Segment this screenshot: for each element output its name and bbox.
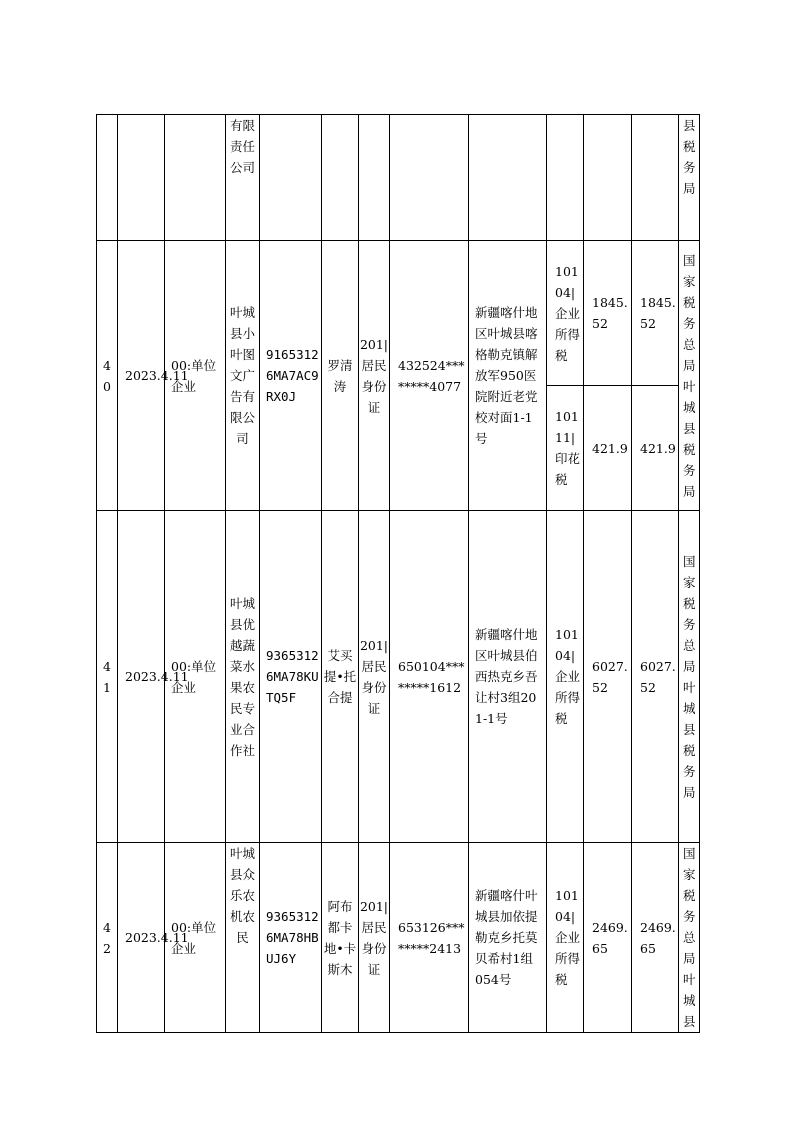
row-credit-code: 91653126MA7AC9RX0J (260, 241, 322, 511)
row-date: 2023.4.11 (118, 241, 165, 511)
row-tax-item: 10104|企业所得税 (547, 241, 584, 386)
row-legal-person: 阿布都卡地•卡斯木 (322, 843, 359, 1033)
row-amount-balance: 1845.52 (632, 241, 679, 386)
row-date (118, 115, 165, 241)
row-credit-code: 93653126MA78KUTQ5F (260, 511, 322, 843)
row-company-name: 叶城县小叶图文广告有限公司 (226, 241, 260, 511)
row-taxpayer-type: 00:单位企业 (165, 241, 226, 511)
row-address (469, 115, 547, 241)
row-date: 2023.4.11 (118, 511, 165, 843)
row-amount-balance: 421.9 (632, 386, 679, 511)
row-amount-owed: 6027.52 (584, 511, 632, 843)
row-amount-balance (632, 115, 679, 241)
row-tax-item: 10111|印花税 (547, 386, 584, 511)
row-tax-office: 国家税务总局叶城县 (679, 843, 700, 1033)
row-tax-office: 县税务局 (679, 115, 700, 241)
row-amount-owed (584, 115, 632, 241)
row-tax-item (547, 115, 584, 241)
row-amount-balance: 6027.52 (632, 511, 679, 843)
row-id-type: 201|居民身份证 (359, 511, 390, 843)
row-id-number: 650104********1612 (390, 511, 469, 843)
row-tax-office: 国家税务总局叶城县税务局 (679, 511, 700, 843)
row-company-name: 叶城县众乐农机农民 (226, 843, 260, 1033)
row-taxpayer-type: 00:单位企业 (165, 843, 226, 1033)
row-index: 41 (97, 511, 118, 843)
row-date: 2023.4.11 (118, 843, 165, 1033)
row-tax-item: 10104|企业所得税 (547, 843, 584, 1033)
row-credit-code (260, 115, 322, 241)
row-id-number: 432524********4077 (390, 241, 469, 511)
row-amount-owed: 2469.65 (584, 843, 632, 1033)
row-amount-owed: 421.9 (584, 386, 632, 511)
row-taxpayer-type (165, 115, 226, 241)
row-address: 新疆喀什地区叶城县伯西热克乡吾让村3组201-1号 (469, 511, 547, 843)
table-row (97, 241, 700, 386)
row-id-type: 201|居民身份证 (359, 241, 390, 511)
table-row (97, 843, 700, 1033)
row-index: 42 (97, 843, 118, 1033)
row-id-number (390, 115, 469, 241)
row-id-type: 201|居民身份证 (359, 843, 390, 1033)
row-index: 40 (97, 241, 118, 511)
row-amount-balance: 2469.65 (632, 843, 679, 1033)
row-index (97, 115, 118, 241)
row-amount-owed: 1845.52 (584, 241, 632, 386)
row-tax-item: 10104|企业所得税 (547, 511, 584, 843)
table-row (97, 115, 700, 241)
row-taxpayer-type: 00:单位企业 (165, 511, 226, 843)
table-row (97, 511, 700, 843)
row-legal-person: 罗清涛 (322, 241, 359, 511)
row-id-number: 653126********2413 (390, 843, 469, 1033)
row-legal-person: 艾买提•托合提 (322, 511, 359, 843)
row-tax-office: 国家税务总局叶城县税务局 (679, 241, 700, 511)
row-address: 新疆喀什地区叶城县喀格勒克镇解放军950医院附近老党校对面1-1号 (469, 241, 547, 511)
row-address: 新疆喀什叶城县加依提勒克乡托莫贝希村1组054号 (469, 843, 547, 1033)
tax-record-table (96, 114, 700, 1033)
row-legal-person (322, 115, 359, 241)
row-credit-code: 93653126MA78HBUJ6Y (260, 843, 322, 1033)
row-company-name: 叶城县优越蔬菜水果农民专业合作社 (226, 511, 260, 843)
row-id-type (359, 115, 390, 241)
row-company-name: 有限责任公司 (226, 115, 260, 241)
